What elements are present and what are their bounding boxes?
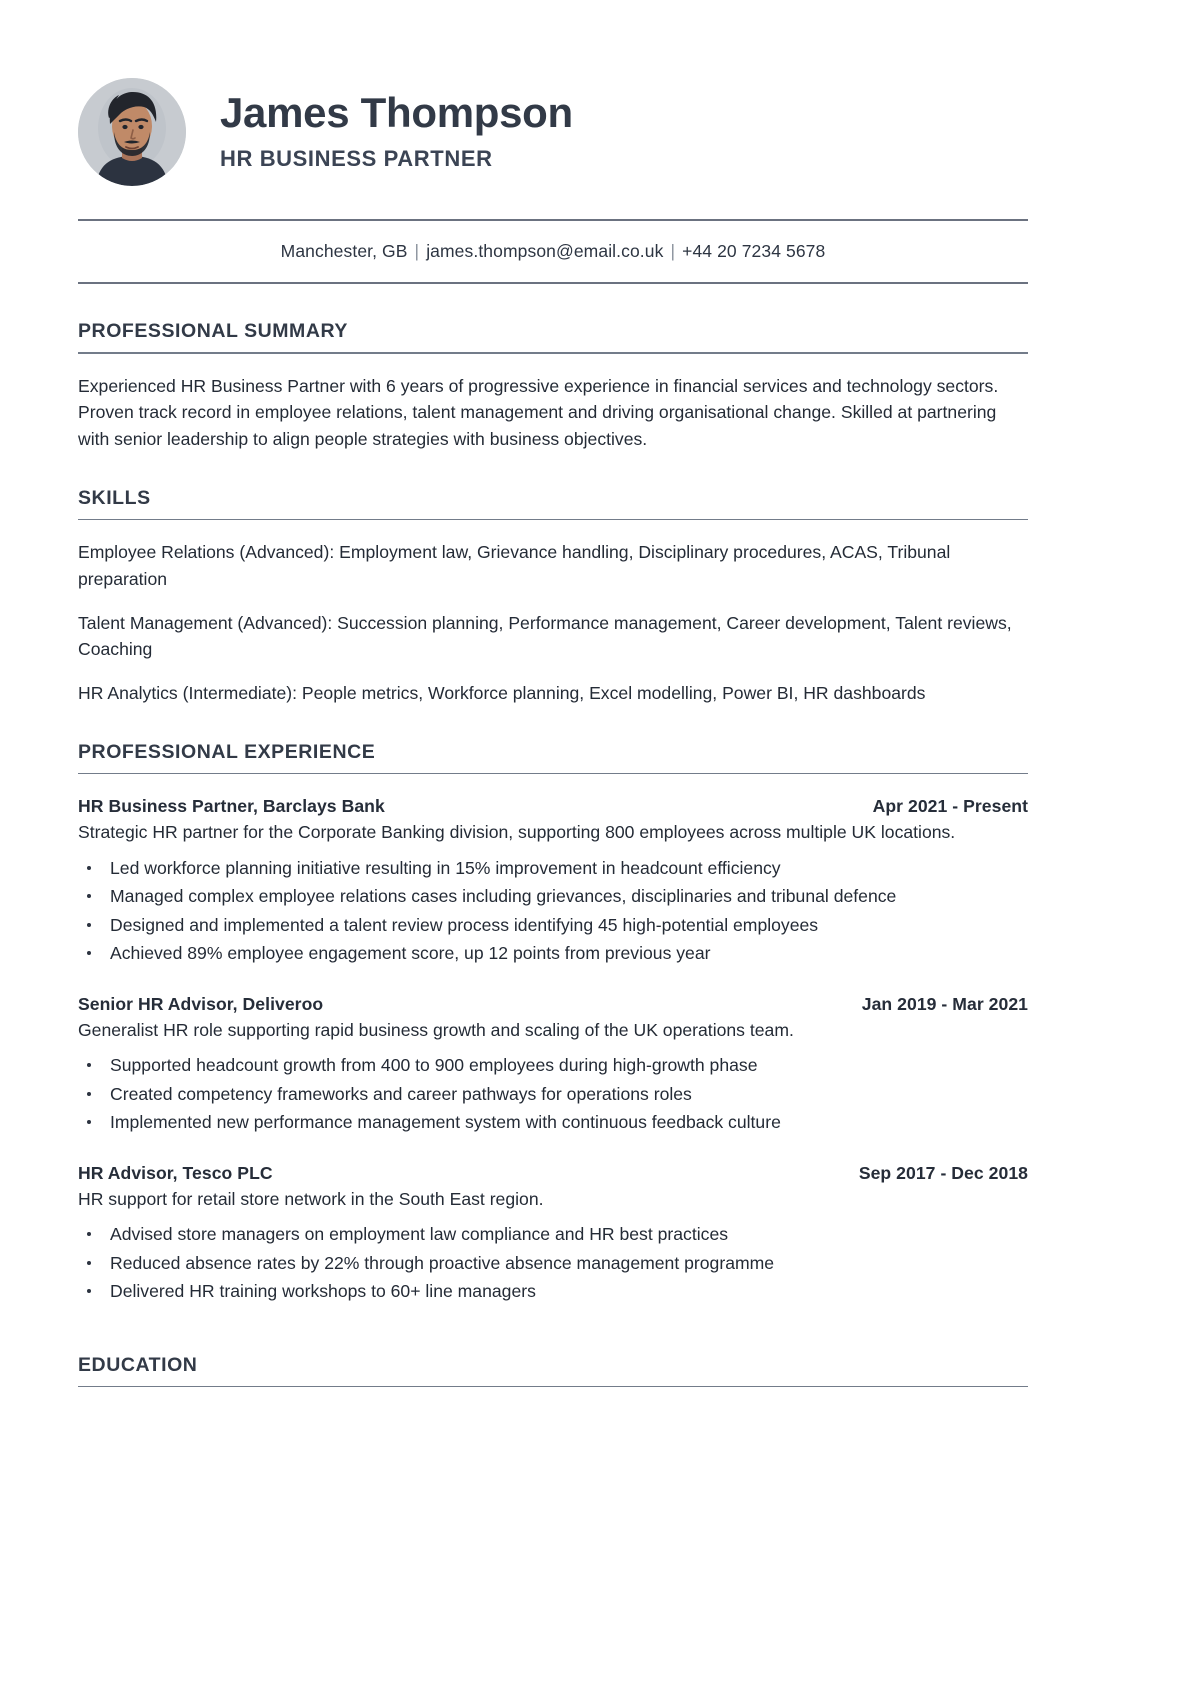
job-dates: Jan 2019 - Mar 2021 [861,993,1028,1014]
job-role: HR Business Partner, Barclays Bank [78,796,385,817]
skill-line: Talent Management (Advanced): Succession planning, Performance management, Career development, Talent reviews, Coaching [78,612,1012,660]
section-divider-summary [78,352,1028,354]
resume-header [78,0,1028,186]
job-summary: HR support for retail store network in the South East region. [78,1188,544,1209]
job-bullets [78,1220,1028,1306]
contact-phone[interactable]: +44 20 7234 5678 [682,241,826,261]
job-summary: Strategic HR partner for the Corporate Banking division, supporting 800 employees across multiple UK locations. [78,822,956,843]
section-title-experience: PROFESSIONAL EXPERIENCE [78,740,376,763]
section-divider-experience [78,773,1028,775]
experience-entry-header [78,1163,1028,1184]
job-bullets [78,854,1028,968]
contact-separator-1: | [414,241,420,261]
section-title-summary: PROFESSIONAL SUMMARY [78,320,348,342]
job-role: Senior HR Advisor, Deliveroo [78,993,324,1014]
candidate-name: James Thompson [220,88,573,136]
section-divider-skills [78,519,1028,521]
section-title-education: EDUCATION [78,1353,198,1376]
job-bullet: Achieved 89% employee engagement score, up 12 points from previous year [78,939,1028,968]
identity-block [220,90,573,174]
job-bullet: Delivered HR training workshops to 60+ line managers [78,1277,1028,1306]
job-bullet: Implemented new performance management system with continuous feedback culture [78,1108,1028,1137]
candidate-job-title: HR BUSINESS PARTNER [220,146,493,172]
skills-body [78,539,1028,707]
summary-body [78,373,1028,453]
job-summary: Generalist HR role supporting rapid business growth and scaling of the UK operations team. [78,1019,794,1040]
job-bullet: Managed complex employee relations cases including grievances, disciplinaries and tribunal defence [78,882,1028,911]
section-professional-summary [78,320,1028,453]
experience-entry [78,796,1028,967]
job-bullet: Created competency frameworks and career pathways for operations roles [78,1080,1028,1109]
job-bullet: Advised store managers on employment law compliance and HR best practices [78,1220,1028,1249]
job-bullet: Reduced absence rates by 22% through proactive absence management programme [78,1249,1028,1278]
section-divider-education [78,1386,1028,1388]
job-bullets [78,1051,1028,1137]
contact-line [78,221,1028,282]
experience-entry-header [78,994,1028,1015]
contact-divider [78,282,1028,284]
job-bullet: Designed and implemented a talent review process identifying 45 high-potential employees [78,911,1028,940]
job-dates: Apr 2021 - Present [872,796,1028,817]
summary-text: Experienced HR Business Partner with 6 years of progressive experience in financial services and technology sectors. Proven track record in employee relations, talent management and driving organisational change. Skilled at partnering with senior leadership to align people strategies with business objectives. [78,375,999,449]
job-bullet: Led workforce planning initiative resulting in 15% improvement in headcount efficiency [78,854,1028,883]
job-role: HR Advisor, Tesco PLC [78,1162,273,1183]
contact-location: Manchester, GB [280,241,408,261]
contact-separator-2: | [670,241,676,261]
contact-email[interactable]: james.thompson@email.co.uk [426,241,664,261]
section-education [78,1354,1028,1388]
skill-line: HR Analytics (Intermediate): People metrics, Workforce planning, Excel modelling, Power BI, HR dashboards [78,683,926,704]
section-title-skills: SKILLS [78,486,151,509]
job-dates: Sep 2017 - Dec 2018 [858,1162,1028,1183]
experience-entry [78,994,1028,1137]
section-skills [78,487,1028,707]
section-professional-experience [78,741,1028,1306]
experience-entry-header [78,796,1028,817]
resume-content [78,0,1028,1387]
avatar [78,78,186,186]
experience-entry [78,1163,1028,1306]
skill-line: Employee Relations (Advanced): Employment law, Grievance handling, Disciplinary procedures, ACAS, Tribunal preparation [78,542,951,589]
job-bullet: Supported headcount growth from 400 to 900 employees during high-growth phase [78,1051,1028,1080]
